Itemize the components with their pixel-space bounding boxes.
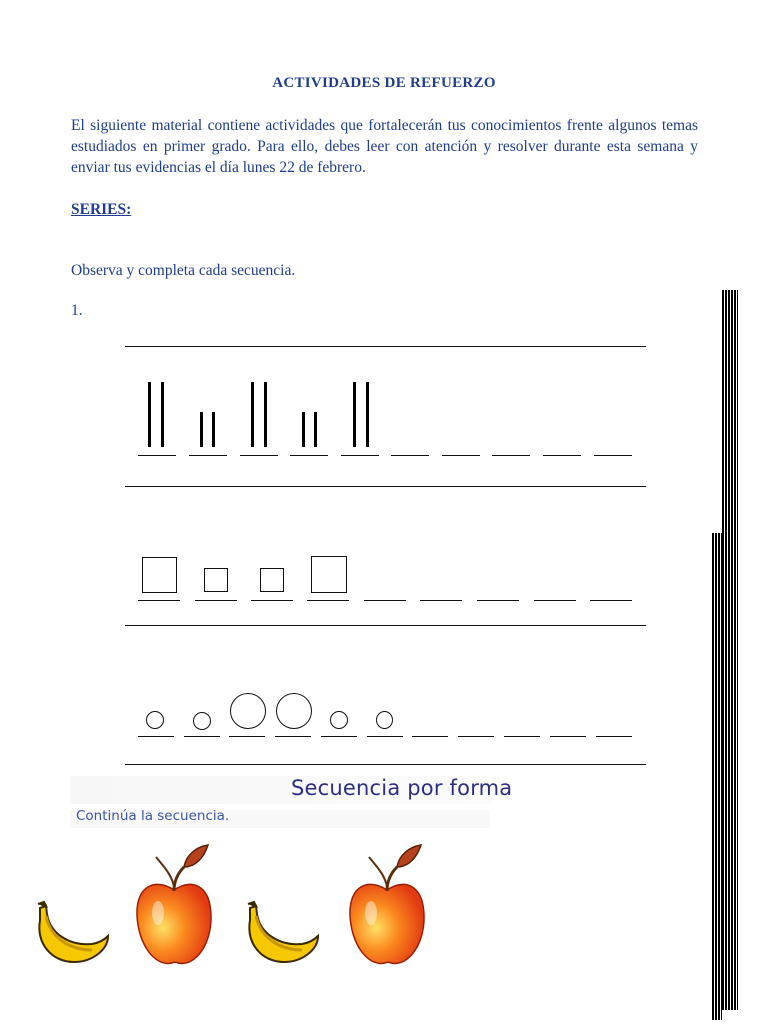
answer-blank[interactable]: [442, 455, 480, 456]
answer-blank[interactable]: [275, 736, 311, 737]
long-line: [148, 382, 151, 447]
small-circle: [193, 712, 211, 730]
answer-blank[interactable]: [543, 455, 581, 456]
instruction-text: Observa y completa cada secuencia.: [71, 262, 296, 279]
answer-blank[interactable]: [596, 736, 632, 737]
separator-line: [125, 625, 646, 626]
shape-sequence-instruction: Continúa la secuencia.: [76, 808, 230, 824]
long-line: [353, 382, 356, 447]
small-circle: [376, 711, 393, 729]
short-line: [314, 412, 317, 447]
answer-blank[interactable]: [290, 455, 328, 456]
document-title: ACTIVIDADES DE REFUERZO: [272, 75, 496, 91]
answer-blank[interactable]: [534, 600, 576, 601]
answer-blank[interactable]: [391, 455, 429, 456]
separator-line: [125, 764, 646, 765]
short-line: [302, 412, 305, 447]
answer-blank[interactable]: [307, 600, 349, 601]
apple-icon: [134, 843, 214, 968]
large-square: [142, 557, 177, 593]
scan-artifact: [722, 290, 738, 1010]
answer-blank[interactable]: [229, 736, 265, 737]
long-line: [366, 382, 369, 447]
separator-line: [125, 346, 646, 347]
answer-blank[interactable]: [138, 455, 176, 456]
answer-blank[interactable]: [251, 600, 293, 601]
answer-blank[interactable]: [240, 455, 278, 456]
answer-blank[interactable]: [138, 600, 180, 601]
long-line: [251, 382, 254, 447]
answer-blank[interactable]: [195, 600, 237, 601]
answer-blank[interactable]: [594, 455, 632, 456]
answer-blank[interactable]: [550, 736, 586, 737]
answer-blank[interactable]: [504, 736, 540, 737]
answer-blank[interactable]: [477, 600, 519, 601]
apple-icon: [347, 843, 427, 968]
short-line: [212, 412, 215, 447]
answer-blank[interactable]: [364, 600, 406, 601]
section-heading-series: SERIES:: [71, 201, 132, 218]
answer-blank[interactable]: [420, 600, 462, 601]
intro-paragraph: El siguiente material contiene actividades que fortalecerán tus conocimientos frente algunos temas estudiados en primer grado. Para ello, debes leer con atención y resolver durante esta semana y enviar tus evidencias el día lunes 22 de febrero.: [71, 117, 698, 176]
short-line: [200, 412, 203, 447]
answer-blank[interactable]: [367, 736, 403, 737]
large-circle: [276, 693, 312, 729]
answer-blank[interactable]: [321, 736, 357, 737]
scan-artifact: [712, 533, 722, 1020]
banana-icon: [242, 900, 322, 970]
separator-line: [125, 486, 646, 487]
long-line: [264, 382, 267, 447]
large-circle: [230, 693, 266, 729]
shape-sequence-title: Secuencia por forma: [291, 776, 513, 800]
small-square: [204, 568, 228, 592]
small-circle: [146, 711, 164, 729]
answer-blank[interactable]: [184, 736, 220, 737]
answer-blank[interactable]: [412, 736, 448, 737]
small-circle: [330, 711, 348, 729]
answer-blank[interactable]: [590, 600, 632, 601]
answer-blank[interactable]: [341, 455, 379, 456]
small-square: [260, 568, 284, 592]
answer-blank[interactable]: [458, 736, 494, 737]
answer-blank[interactable]: [189, 455, 227, 456]
item-number: 1.: [71, 302, 83, 319]
large-square: [311, 556, 347, 593]
banana-icon: [32, 900, 112, 970]
answer-blank[interactable]: [138, 736, 174, 737]
long-line: [161, 382, 164, 447]
answer-blank[interactable]: [492, 455, 530, 456]
